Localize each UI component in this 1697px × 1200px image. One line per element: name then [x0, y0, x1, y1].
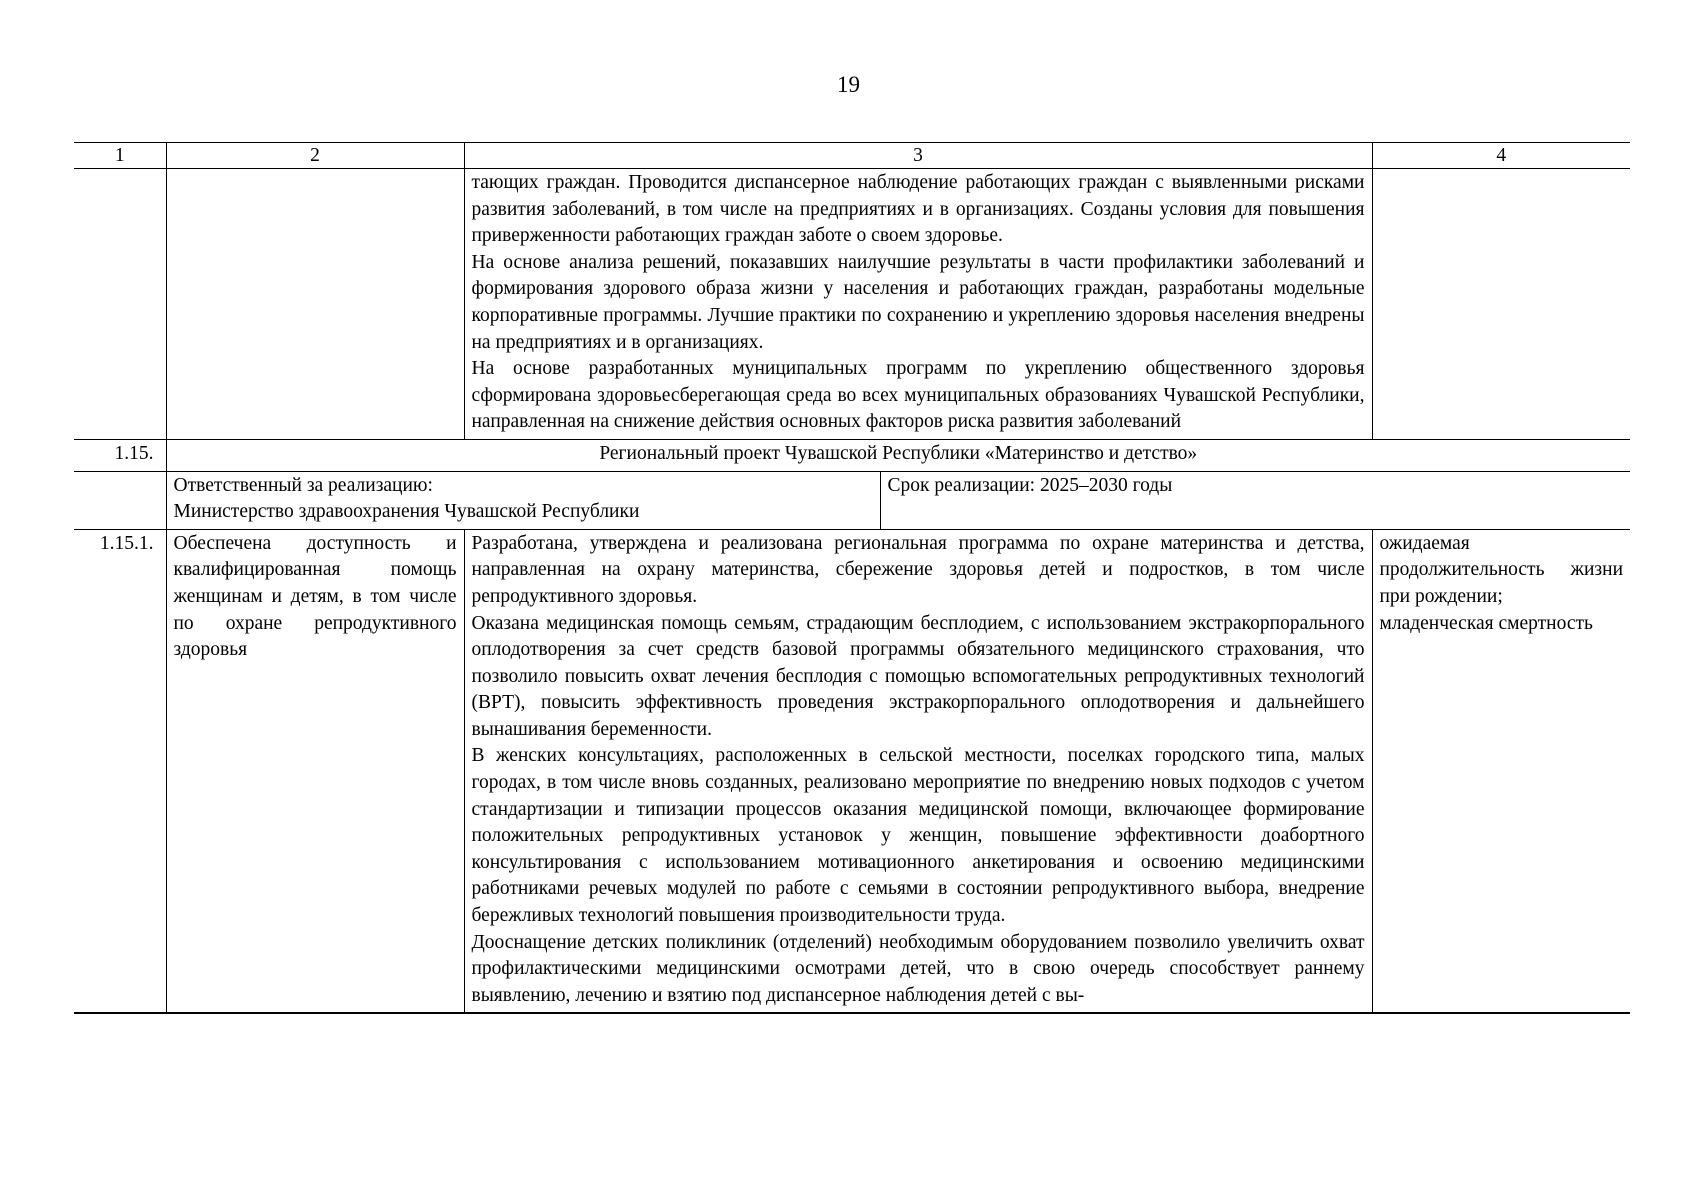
responsible-value: Министерство здравоохранения Чувашской Республики	[173, 501, 640, 523]
paragraph: Оказана медицинская помощь семьям, страдающим бесплодием, с использованием экстракорпорального оплодотворения за счет средств базовой программы обязательного медицинского страхования, что позволило повысить охват лечения бесплодия с помощью вспомогательных репродуктивных технологий (ВРТ), повысить эффективность проведения экстракорпорального оплодотворения и дальнейшего вынашивания беременности.	[471, 612, 1365, 740]
paragraph: Разработана, утверждена и реализована региональная программа по охране материнства и детства, направленная на охрану материнства, сбережение здоровья детей и подростков, в том числе репродуктивного здоровья.	[471, 532, 1365, 607]
header-col-4: 4	[1372, 143, 1630, 169]
item-number: 1.15.1.	[74, 529, 166, 1013]
responsible-block	[167, 472, 881, 529]
implementation-term: Срок реализации: 2025–2030 годы	[887, 474, 1173, 496]
section-title-row	[74, 439, 1630, 471]
item-row	[74, 529, 1630, 1013]
table-header-row	[74, 143, 1630, 169]
continuation-col-4	[1372, 169, 1630, 440]
responsible-label: Ответственный за реализацию:	[173, 474, 433, 496]
paragraph: На основе анализа решений, показавших наилучшие результаты в части профилактики заболеваний и формирования здорового образа жизни у населения и работающих граждан, разработаны модельные корпоративные программы. Лучшие практики по сохранению и укреплению здоровья населения внедрены на предприятиях и в организациях.	[471, 251, 1365, 353]
paragraph: Дооснащение детских поликлиник (отделений) необходимым оборудованием позволило увеличить охват профилактическими медицинскими осмотрами детей, что в свою очередь способствует раннему выявлению, лечению и взятию под диспансерное наблюдения детей с вы-	[471, 931, 1365, 1006]
section-number: 1.15.	[74, 439, 166, 471]
section-info-col-1	[74, 471, 166, 529]
item-indicators	[1372, 529, 1630, 1013]
indicator: младенческая смертность	[1379, 612, 1593, 634]
paragraph: На основе разработанных муниципальных программ по укреплению общественного здоровья сформирована здоровьесберегающая среда во всех муниципальных образованиях Чувашской Республики, направленная на снижение действия основных факторов риска развития заболеваний	[471, 358, 1365, 433]
section-info	[166, 471, 1630, 529]
paragraph: тающих граждан. Проводится диспансерное наблюдение работающих граждан с выявленными рисками развития заболеваний, в том числе на предприятиях и в организациях. Созданы условия для повышения приверженности работающих граждан заботе о своем здоровье.	[471, 172, 1365, 247]
paragraph: В женских консультациях, расположенных в сельской местности, поселках городского типа, малых городах, в том числе вновь созданных, реализовано мероприятие по внедрению новых подходов с учетом стандартизации и типизации процессов оказания медицинской помощи, включающее формирование положительных репродуктивных установок у женщин, повышение эффективности доабортного консультирования с использованием мотивационного анкетирования и освоению медицинскими работниками речевых модулей по работе с семьями в состоянии репродуктивного выбора, внедрение бережливых технологий повышения производительности труда.	[471, 745, 1365, 927]
section-info-row	[74, 471, 1630, 529]
page-number: 19	[837, 72, 860, 97]
header-col-1: 1	[74, 143, 166, 169]
continuation-row	[74, 169, 1630, 440]
header-col-2: 2	[166, 143, 464, 169]
item-task: Обеспечена доступность и квалифицированная помощь женщинам и детям, в том числе по охране репродуктивного здоровья	[166, 529, 464, 1013]
term-block	[881, 472, 1631, 529]
header-col-3: 3	[464, 143, 1372, 169]
continuation-col-2	[166, 169, 464, 440]
continuation-description	[464, 169, 1372, 440]
program-table	[74, 142, 1630, 1014]
section-title: Региональный проект Чувашской Республики «Материнство и детство»	[166, 439, 1630, 471]
item-description	[464, 529, 1372, 1013]
indicator: ожидаемая продолжительность жизни при рождении;	[1379, 532, 1623, 607]
continuation-col-1	[74, 169, 166, 440]
